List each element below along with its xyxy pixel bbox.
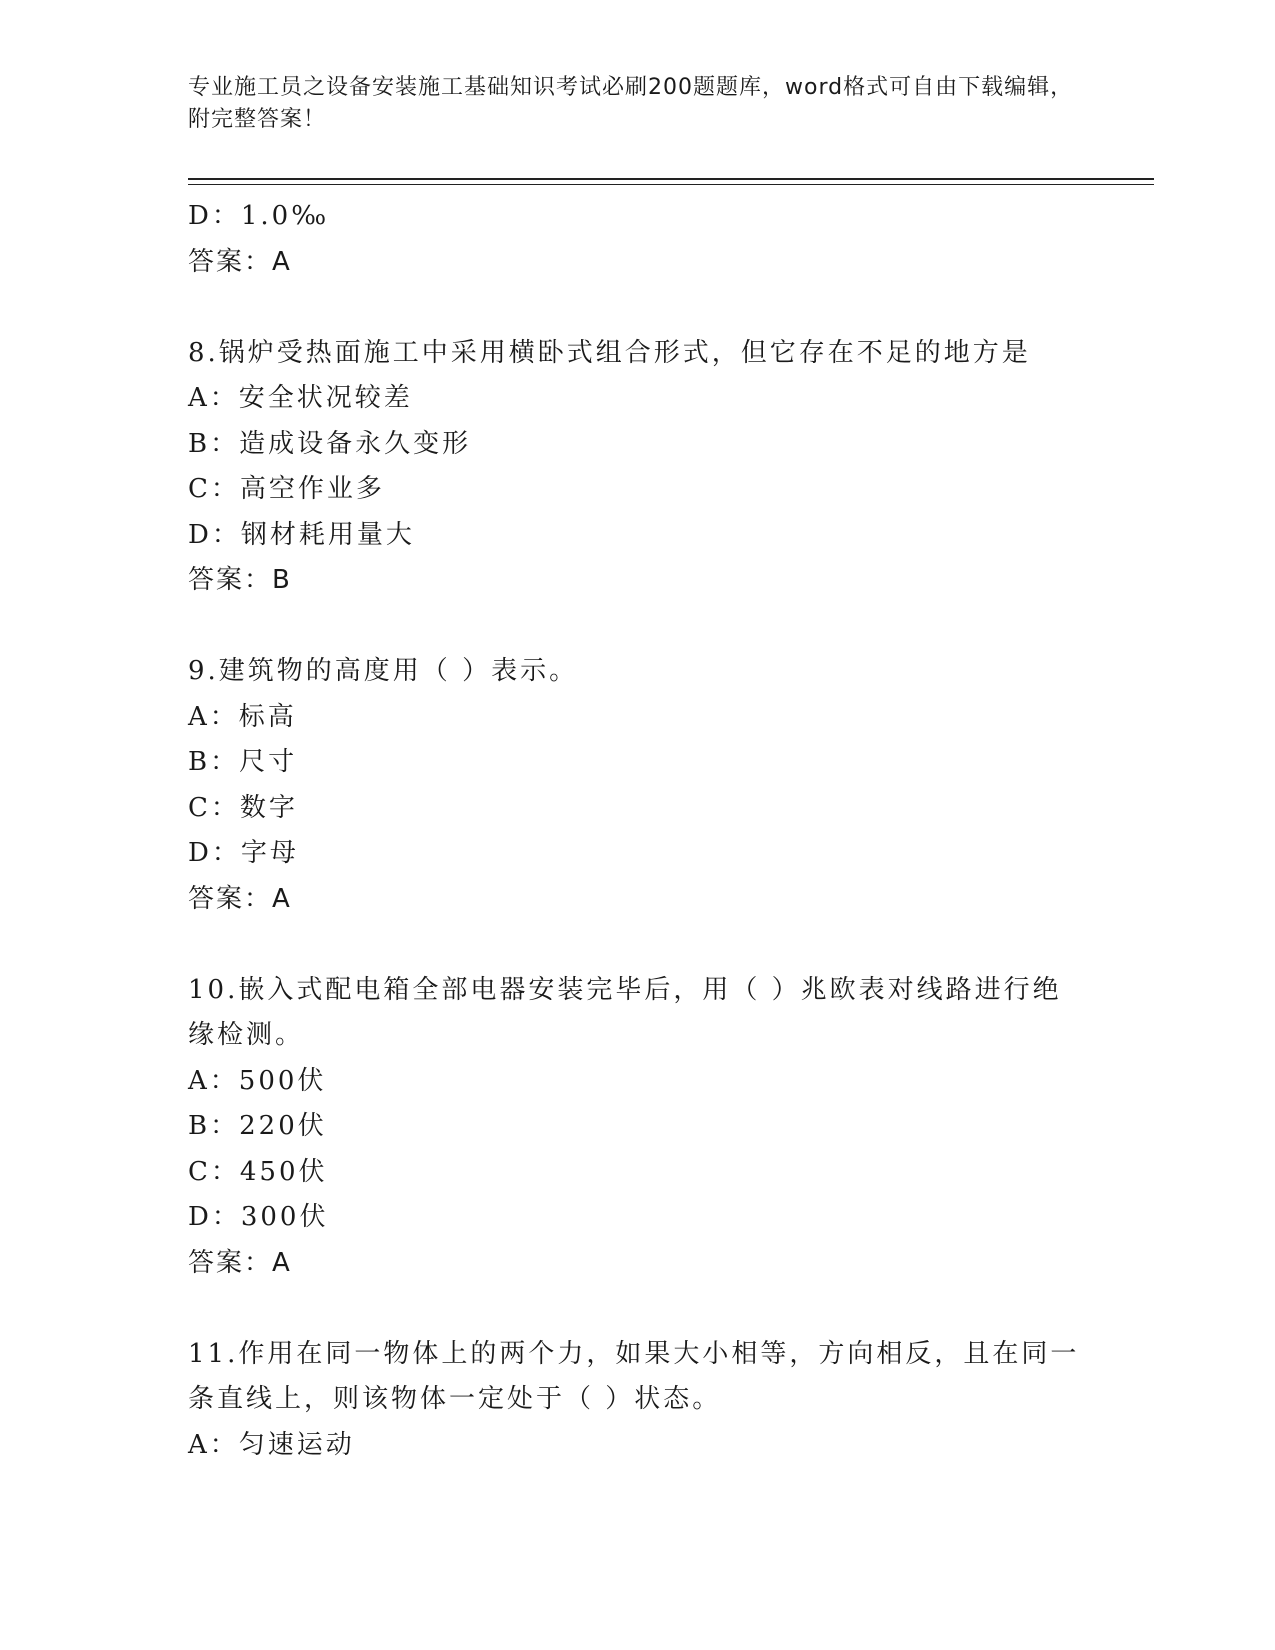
option-c: C：数字 [188,792,298,823]
header-rule-thin [188,184,1154,185]
option-a: A：500伏 [188,1065,327,1096]
question-10 [188,968,1088,1287]
answer: 答案：B [188,565,292,595]
question-text-line2: 缘检测。 [188,1020,305,1050]
answer: 答案：A [188,246,292,277]
option-b: B：造成设备永久变形 [188,428,472,459]
option-c: C：高空作业多 [188,474,385,504]
option-d: D：1.0‰ [188,201,330,231]
option-a: A：标高 [188,701,297,732]
question-text-line2: 条直线上，则该物体一定处于（ ）状态。 [188,1384,722,1414]
option-d: D：钢材耗用量大 [188,519,415,550]
option-a: A：安全状况较差 [188,383,413,413]
question-9 [188,649,1088,922]
question-text: 9.建筑物的高度用（ ）表示。 [188,656,579,686]
question-text: 8.锅炉受热面施工中采用横卧式组合形式，但它存在不足的地方是 [188,337,1031,368]
question-text-line1: 10.嵌入式配电箱全部电器安装完毕后，用（ ）兆欧表对线路进行绝 [188,974,1062,1005]
option-b: B：220伏 [188,1111,327,1141]
answer: 答案：A [188,883,292,914]
option-c: C：450伏 [188,1156,328,1187]
option-d: D：字母 [188,838,299,868]
question-list [188,194,1088,1468]
answer: 答案：A [188,1247,292,1278]
document-header: 专业施工员之设备安装施工基础知识考试必刷200题题库，word格式可自由下载编辑，附完整答案！ [188,75,1074,132]
question-8 [188,331,1088,604]
header-rule-thick [188,178,1154,180]
question-11 [188,1332,1088,1469]
option-a: A：匀速运动 [188,1429,355,1460]
question-text-line1: 11.作用在同一物体上的两个力，如果大小相等，方向相反，且在同一 [188,1338,1080,1369]
option-d: D：300伏 [188,1202,329,1232]
option-b: B：尺寸 [188,747,298,777]
